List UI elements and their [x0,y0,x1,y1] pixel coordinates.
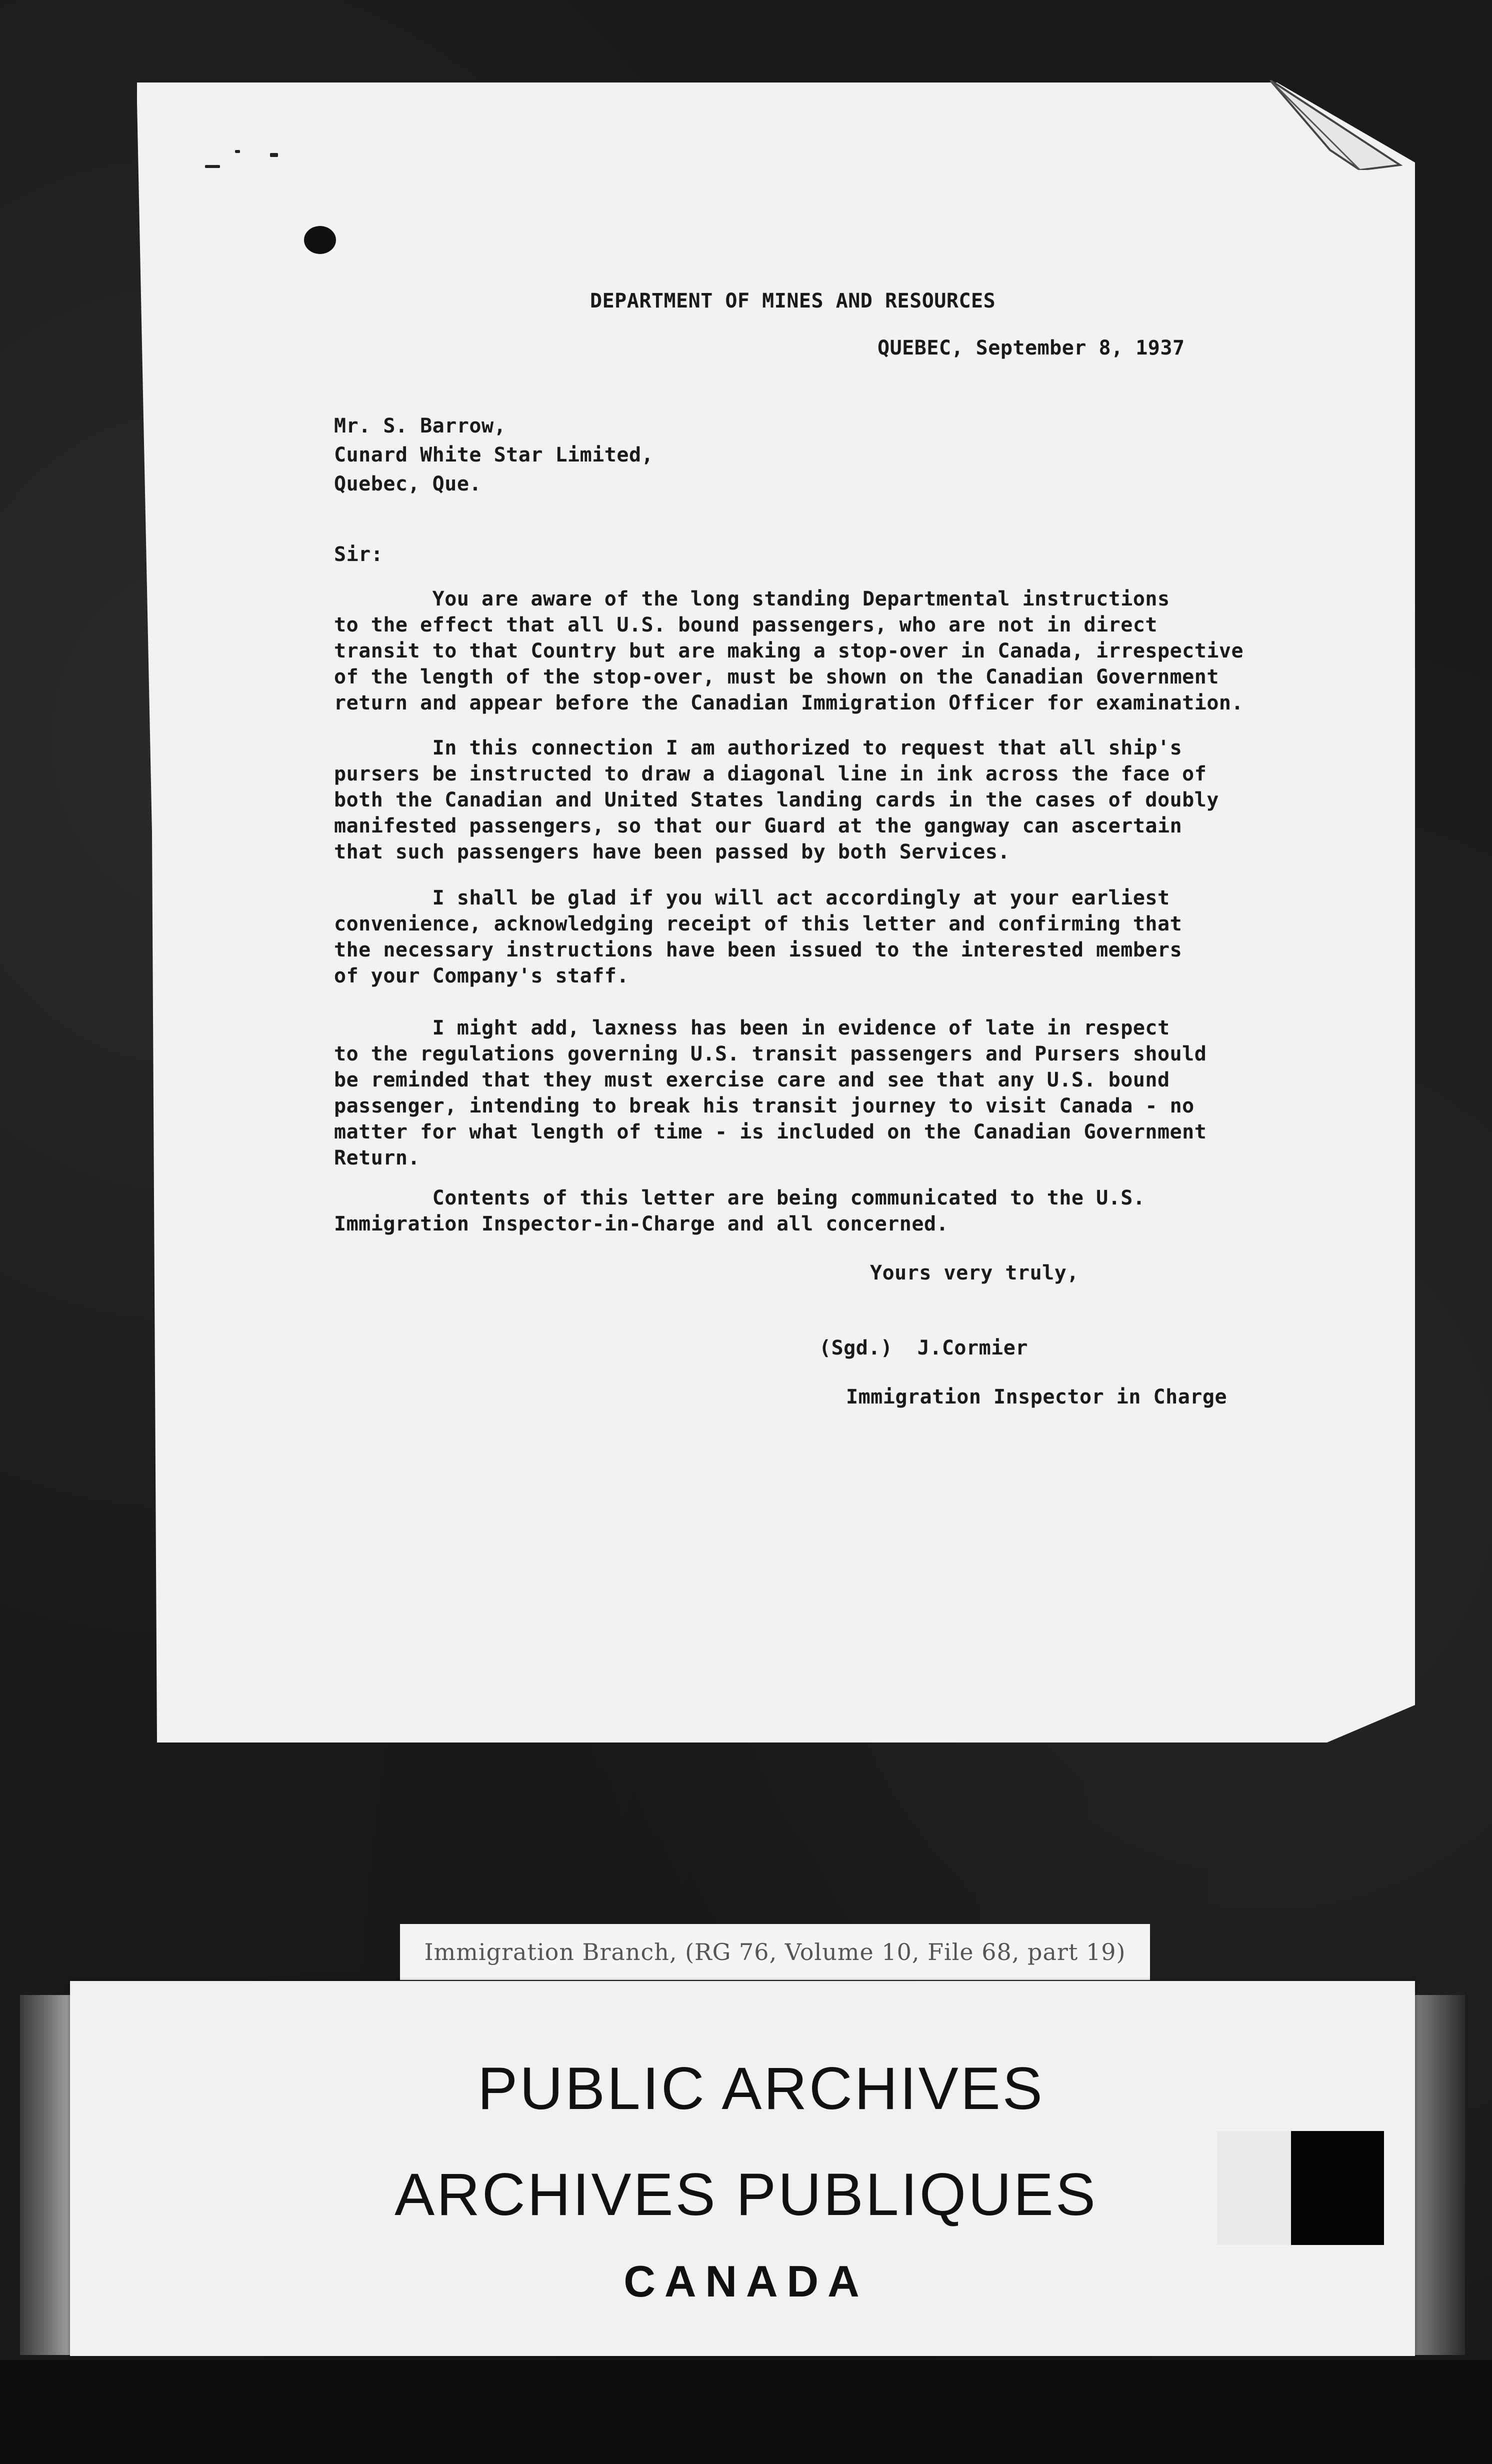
paragraph-line: transit to that Country but are making a stop-over in Canada, irrespective [334,640,1244,662]
paragraph-line: You are aware of the long standing Departmental instructions [334,588,1170,610]
paragraph-line: I might add, laxness has been in evidence of late in respect [334,1016,1170,1040]
bottom-strip [0,2360,1492,2464]
paragraph-line: that such passengers have been passed by both Services. [334,840,1010,864]
paragraph-line: passenger, intending to break his transit journey to visit Canada - no [334,1094,1194,1118]
signature: (Sgd.) J.Cormier [819,1336,1028,1360]
paragraph-line: Contents of this letter are being communicated to the U.S. [334,1186,1146,1210]
paragraph-line: Return. [334,1146,420,1170]
letter-heading: DEPARTMENT OF MINES AND RESOURCES [590,290,996,312]
paragraph [334,1015,1274,1171]
closing: Yours very truly, [870,1262,1079,1284]
paragraph-line: the necessary instructions have been issued to the interested members [334,938,1182,962]
paragraph-line: convenience, acknowledging receipt of this letter and confirming that [334,912,1182,936]
banner-title-french: ARCHIVES PUBLIQUES [394,2161,1098,2228]
file-reference-label: Immigration Branch, (RG 76, Volume 10, File 68, part 19) [400,1924,1150,1980]
folded-corner [1270,80,1410,170]
address-line: Quebec, Que. [334,472,482,496]
paragraph-line: matter for what length of time - is included on the Canadian Government [334,1120,1207,1144]
paragraph-line: of your Company's staff. [334,964,629,988]
ink-speck [235,150,240,153]
paragraph-line: Immigration Inspector-in-Charge and all concerned. [334,1212,949,1236]
paragraph [334,735,1274,865]
paragraph-line: manifested passengers, so that our Guard at the gangway can ascertain [334,814,1182,838]
paragraph-line: to the effect that all U.S. bound passengers, who are not in direct [334,614,1158,636]
paragraph-line: pursers be instructed to draw a diagonal line in ink across the face of [334,762,1207,786]
paragraph [334,1185,1274,1237]
banner-country: CANADA [624,2256,868,2306]
paragraph [334,885,1274,989]
address-line: Mr. S. Barrow, [334,414,506,438]
paragraph-line: to the regulations governing U.S. transit passengers and Pursers should [334,1042,1207,1066]
letter-dateline: QUEBEC, September 8, 1937 [878,336,1185,360]
paragraph [334,586,1274,716]
paragraph-line: In this connection I am authorized to request that all ship's [334,736,1182,760]
paragraph-line: return and appear before the Canadian Immigration Officer for examination. [334,692,1244,714]
paragraph-line: of the length of the stop-over, must be shown on the Canadian Government [334,666,1219,688]
salutation: Sir: [334,543,384,566]
ink-speck [205,165,220,168]
paragraph-line: I shall be glad if you will act accordingly at your earliest [334,886,1170,910]
punch-hole [304,226,336,254]
banner-title-english: PUBLIC ARCHIVES [478,2055,1044,2122]
ink-speck [270,153,278,157]
signature-title: Immigration Inspector in Charge [846,1386,1228,1408]
address-line: Cunard White Star Limited, [334,444,654,466]
paragraph-line: be reminded that they must exercise care and see that any U.S. bound [334,1068,1170,1092]
paragraph-line: both the Canadian and United States landing cards in the cases of doubly [334,788,1219,812]
